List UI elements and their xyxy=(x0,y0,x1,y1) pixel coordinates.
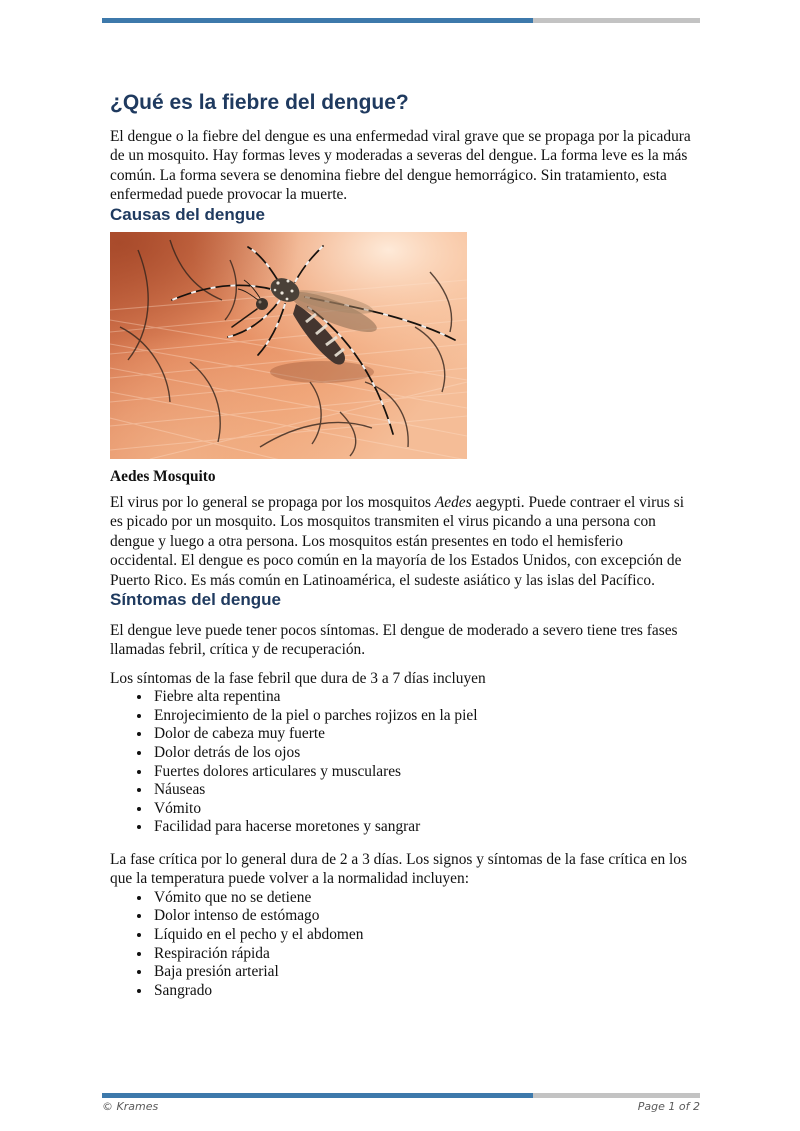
critica-lead-paragraph: La fase crítica por lo general dura de 2 a 3 días. Los signos y síntomas de la fase crítica en los que la temperatura puede volver a la normalidad incluyen: xyxy=(110,851,687,888)
list-item: • Vómito que no se detiene xyxy=(152,889,692,908)
sintomas-intro-paragraph: El dengue leve puede tener pocos síntomas. El dengue de moderado a severo tiene tres fases llamadas febril, crítica y de recuperación. xyxy=(110,622,678,659)
section-heading-sintomas: Síntomas del dengue xyxy=(110,590,281,610)
intro-paragraph: El dengue o la fiebre del dengue es una enfermedad viral grave que se propaga por la picadura de un mosquito. Hay formas leves y moderadas a severas del dengue. La forma leve es la más común. La forma severa se denomina fiebre del dengue hemorrágico. Sin tratamiento, esta enfermedad puede provocar la muerte. xyxy=(110,128,691,204)
footer-bar-gray-segment xyxy=(533,1093,700,1098)
list-item: • Sangrado xyxy=(152,982,692,1001)
critica-symptom-list xyxy=(110,889,692,1001)
footer-bar-blue-segment xyxy=(102,1093,533,1098)
list-item: • Facilidad para hacerse moretones y sangrar xyxy=(152,818,692,837)
list-item: • Dolor detrás de los ojos xyxy=(152,744,692,763)
febril-lead-paragraph: Los síntomas de la fase febril que dura de 3 a 7 días incluyen xyxy=(110,669,486,687)
list-item: • Líquido en el pecho y el abdomen xyxy=(152,926,692,945)
document-content xyxy=(110,0,692,1000)
section-heading-causas: Causas del dengue xyxy=(110,204,265,224)
aedes-mosquito-image xyxy=(110,232,467,459)
footer-accent-bar xyxy=(102,1093,700,1098)
footer-copyright: © Krames xyxy=(102,1100,159,1113)
list-item: • Fiebre alta repentina xyxy=(152,688,692,707)
list-item: • Respiración rápida xyxy=(152,945,692,964)
footer-page-indicator: Page 1 of 2 xyxy=(637,1100,700,1113)
list-item: • Baja presión arterial xyxy=(152,963,692,982)
list-item: • Fuertes dolores articulares y musculares xyxy=(152,763,692,782)
causas-italic-aedes: Aedes xyxy=(434,494,472,512)
causas-paragraph xyxy=(110,493,692,590)
list-item: • Náuseas xyxy=(152,781,692,800)
list-item: • Dolor de cabeza muy fuerte xyxy=(152,725,692,744)
image-caption: Aedes Mosquito xyxy=(110,467,216,485)
causas-text-before-italic: El virus por lo general se propaga por los mosquitos xyxy=(110,494,435,512)
list-item: • Dolor intenso de estómago xyxy=(152,907,692,926)
list-item: • Vómito xyxy=(152,800,692,819)
febril-symptom-list xyxy=(110,688,692,837)
page-footer xyxy=(102,1100,700,1113)
page-title: ¿Qué es la fiebre del dengue? xyxy=(110,91,409,114)
list-item: • Enrojecimiento de la piel o parches rojizos en la piel xyxy=(152,707,692,726)
causas-text-after-italic: aegypti. Puede contraer el virus si es picado por un mosquito. Los mosquitos transmiten el virus picando a una persona con dengue y luego a otra persona. Los mosquitos están presentes en todo el hemisferio occidental. El dengue es poco común en la mayoría de los Estados Unidos, con excepción de Puerto Rico. Es más común en Latinoamérica, el sudeste asiático y las islas del Pacífico. xyxy=(110,494,685,589)
